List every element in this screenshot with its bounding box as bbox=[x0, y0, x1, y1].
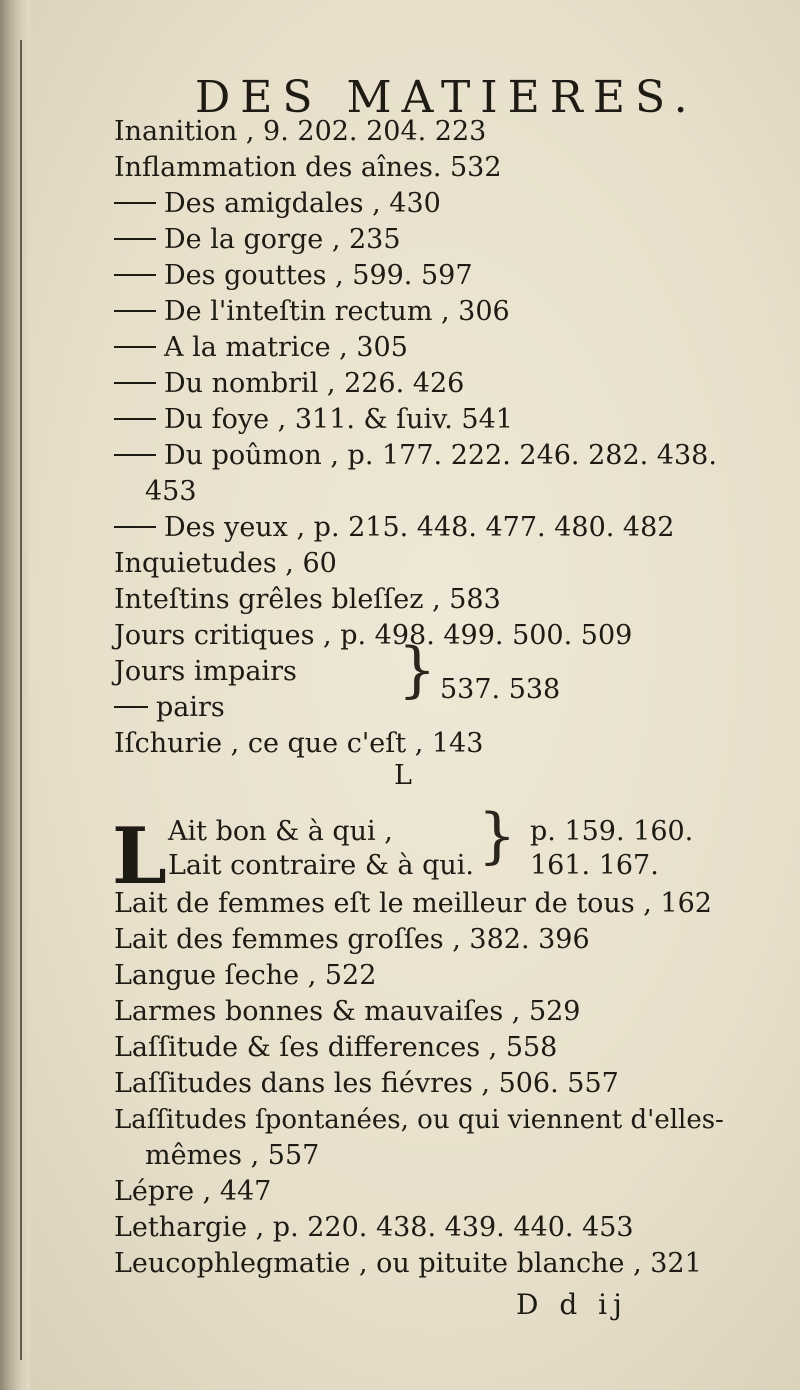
index-continuation: 453 bbox=[145, 476, 197, 507]
index-entry: Inquietudes , 60 bbox=[114, 548, 337, 579]
index-entry: Lait contraire & à qui. bbox=[168, 850, 475, 881]
page-gutter bbox=[0, 0, 30, 1390]
index-entry: Jours critiques , p. 498. 499. 500. 509 bbox=[114, 620, 633, 651]
index-subentry: Des amigdales , 430 bbox=[114, 187, 441, 221]
index-subentry: Du nombril , 226. 426 bbox=[114, 367, 464, 401]
index-entry: Lépre , 447 bbox=[114, 1176, 272, 1207]
drop-cap: L bbox=[112, 811, 167, 902]
index-entry: Jours impairs bbox=[114, 656, 297, 687]
index-entry: Inteſtins grêles bleſſez , 583 bbox=[114, 584, 501, 615]
index-subentry: A la matrice , 305 bbox=[114, 331, 408, 365]
running-title: DES MATIERES. bbox=[195, 72, 698, 123]
index-continuation: mêmes , 557 bbox=[145, 1140, 320, 1171]
index-subentry: Des yeux , p. 215. 448. 477. 480. 482 bbox=[114, 511, 674, 545]
index-subentry: Du foye , 311. & ſuiv. 541 bbox=[114, 403, 513, 437]
index-subentry: Des gouttes , 599. 597 bbox=[114, 259, 473, 293]
index-entry: Lait des femmes groſſes , 382. 396 bbox=[114, 924, 590, 955]
index-entry: Ait bon & à qui , bbox=[168, 816, 393, 847]
index-subentry: Du poûmon , p. 177. 222. 246. 282. 438. bbox=[114, 439, 717, 473]
section-letter: L bbox=[394, 760, 412, 791]
index-entry: Inflammation des aînes. 532 bbox=[114, 152, 502, 183]
brace-pages: 161. 167. bbox=[530, 850, 659, 881]
index-entry: Langue ſeche , 522 bbox=[114, 960, 377, 991]
brace-pages: p. 159. 160. bbox=[530, 816, 694, 847]
index-entry: Laſſitude & ſes differences , 558 bbox=[114, 1032, 558, 1063]
index-entry: Leucophlegmatie , ou pituite blanche , 321 bbox=[114, 1248, 702, 1279]
index-subentry: pairs bbox=[114, 691, 225, 725]
catchword: D d ij bbox=[516, 1288, 628, 1321]
brace-glyph: } bbox=[478, 801, 517, 871]
brace-glyph: } bbox=[398, 635, 437, 705]
index-entry: Larmes bonnes & mauvaiſes , 529 bbox=[114, 996, 581, 1027]
index-entry: Lethargie , p. 220. 438. 439. 440. 453 bbox=[114, 1212, 634, 1243]
index-entry: Inanition , 9. 202. 204. 223 bbox=[114, 116, 487, 147]
index-entry: Laſſitudes ſpontanées, ou qui viennent d'elles- bbox=[114, 1105, 724, 1135]
index-entry: Laſſitudes dans les fiévres , 506. 557 bbox=[114, 1068, 619, 1099]
index-entry: Lait de femmes eſt le meilleur de tous , 162 bbox=[114, 888, 712, 919]
gutter-shadow-line bbox=[20, 40, 22, 1360]
brace-pages: 537. 538 bbox=[440, 674, 561, 705]
index-subentry: De la gorge , 235 bbox=[114, 223, 401, 257]
index-subentry: De l'inteſtin rectum , 306 bbox=[114, 295, 510, 329]
index-entry: Iſchurie , ce que c'eſt , 143 bbox=[114, 728, 484, 759]
